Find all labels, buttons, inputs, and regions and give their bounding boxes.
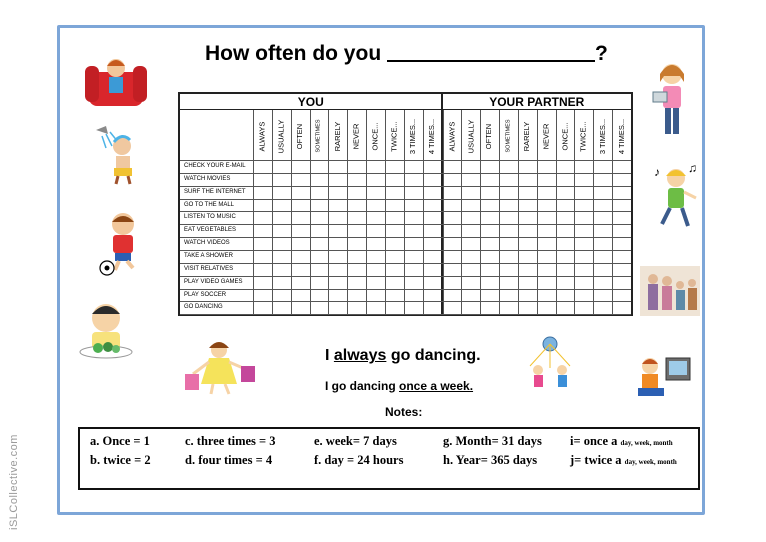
example-sentence-2: I go dancing once a week. xyxy=(325,379,474,393)
grid-line-horizontal xyxy=(180,276,631,277)
example-2-underlined: once a week. xyxy=(399,379,474,393)
column-header-partner-5: NEVER xyxy=(541,123,551,149)
boy-playing-soccer-picture xyxy=(97,210,147,276)
family-visiting-relatives-picture xyxy=(640,266,700,316)
row-label-2: SURF THE INTERNET xyxy=(184,188,246,195)
grid-line-horizontal xyxy=(180,289,631,290)
grid-line-horizontal xyxy=(180,314,631,315)
column-header-you-2: OFTEN xyxy=(295,123,305,149)
title-lead: How often do you xyxy=(205,42,382,65)
note-item-9: j= twice a day, week, month xyxy=(570,453,677,467)
note-item-0: a. Once = 1 xyxy=(90,434,150,448)
grid-line-horizontal xyxy=(180,263,631,264)
note-item-7: h. Year= 365 days xyxy=(443,453,538,467)
note-item-5: f. day = 24 hours xyxy=(314,453,404,467)
note-item-3: d. four times = 4 xyxy=(185,453,273,467)
title-question-mark: ? xyxy=(595,42,608,65)
row-label-9: PLAY VIDEO GAMES xyxy=(184,278,243,285)
note-item-1: b. twice = 2 xyxy=(90,453,151,467)
column-header-partner-4: RARELY xyxy=(522,121,532,151)
column-header-partner-9: 4 TIMES... xyxy=(616,118,626,154)
page-title xyxy=(205,42,608,66)
note-item-6: g. Month= 31 days xyxy=(443,434,542,448)
watermark: iSLCollective.com xyxy=(8,434,20,530)
row-label-4: LISTEN TO MUSIC xyxy=(184,214,236,221)
note-item-4: e. week= 7 days xyxy=(314,434,397,448)
group-header-your-partner: YOUR PARTNER xyxy=(443,94,632,110)
example-sentence-1: I always go dancing. xyxy=(325,347,481,364)
column-header-you-6: ONCE... xyxy=(370,122,380,150)
boy-playing-video-games-picture xyxy=(634,352,692,398)
column-header-you-9: 4 TIMES... xyxy=(427,118,437,154)
column-header-partner-7: TWICE... xyxy=(578,120,588,152)
row-label-7: TAKE A SHOWER xyxy=(184,252,233,259)
survey-table xyxy=(178,92,633,316)
column-header-you-4: RARELY xyxy=(332,121,342,151)
note-item-2: c. three times = 3 xyxy=(185,434,276,448)
column-header-you-3: SOMETIMES xyxy=(315,119,322,153)
man-showering-picture xyxy=(92,122,144,186)
grid-line-horizontal xyxy=(180,186,631,187)
column-header-partner-3: SOMETIMES xyxy=(505,119,512,153)
column-header-you-8: 3 TIMES... xyxy=(408,118,418,154)
column-header-you-5: NEVER xyxy=(351,123,361,149)
row-label-5: EAT VEGETABLES xyxy=(184,227,237,234)
girl-with-laptop-picture xyxy=(651,60,693,140)
grid-line-horizontal xyxy=(180,173,631,174)
grid-line-horizontal xyxy=(180,250,631,251)
row-label-0: CHECK YOUR E-MAIL xyxy=(184,163,246,169)
grid-line-horizontal xyxy=(180,160,631,161)
row-label-6: WATCH VIDEOS xyxy=(184,240,230,247)
column-header-partner-1: USUALLY xyxy=(465,119,475,153)
title-blank-line xyxy=(387,42,595,62)
row-label-3: GO TO THE MALL xyxy=(184,201,235,208)
child-on-armchair-picture xyxy=(83,52,149,110)
group-header-you: YOU xyxy=(180,94,442,110)
notes-title: Notes: xyxy=(385,405,423,419)
column-header-you-7: TWICE... xyxy=(389,120,399,152)
column-header-partner-6: ONCE... xyxy=(560,122,570,150)
girl-shopping-mall-picture xyxy=(183,340,259,396)
row-label-1: WATCH MOVIES xyxy=(184,175,231,182)
row-label-8: VISIT RELATIVES xyxy=(184,265,234,272)
column-header-you-1: USUALLY xyxy=(276,119,286,153)
grid-line-horizontal xyxy=(180,237,631,238)
grid-line-horizontal xyxy=(180,199,631,200)
notes-box xyxy=(78,427,700,490)
girl-listening-music-picture xyxy=(652,162,700,238)
grid-line-horizontal xyxy=(180,224,631,225)
svg-text:♪: ♪ xyxy=(654,165,660,179)
column-header-partner-2: OFTEN xyxy=(484,123,494,149)
note-item-8: i= once a day, week, month xyxy=(570,434,673,448)
row-label-10: PLAY SOCCER xyxy=(184,291,227,298)
kids-dancing-picture xyxy=(524,336,576,396)
column-header-you-0: ALWAYS xyxy=(257,121,267,151)
row-label-11: GO DANCING xyxy=(184,304,223,311)
svg-text:♫: ♫ xyxy=(688,162,697,175)
example-1-underlined: always xyxy=(333,347,387,364)
column-header-partner-0: ALWAYS xyxy=(447,121,456,151)
grid-line-horizontal xyxy=(180,211,631,212)
boy-eating-vegetables-picture xyxy=(78,296,134,360)
column-header-partner-8: 3 TIMES... xyxy=(597,118,607,154)
grid-line-horizontal xyxy=(180,301,631,302)
